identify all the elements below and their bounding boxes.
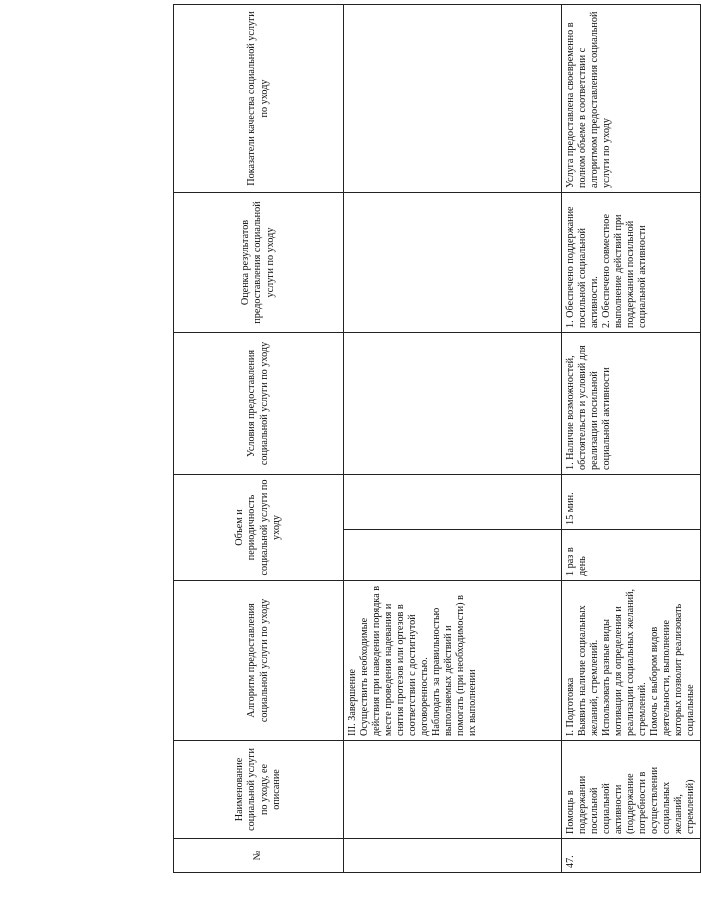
header-volume: Объем и периодичность социальной услуги по уходу (174, 475, 344, 581)
cont-algorithm: III. Завершение Осуществить необходимые действия при наведении порядка в месте проведения надевания и снятия протезов или ортезов в соответствии с достигнутой договоренностью. Наблюдать за правильностью выполняемых действий и помогать (при необходимости) в их выполнении (344, 581, 562, 741)
cont-conditions (344, 333, 562, 475)
table-row-47 (562, 5, 701, 873)
row47-quality: Услуга предоставлена своевременно в полном объеме в соответствии с алгоритмом предоставления социальной услуги по уходу (562, 5, 701, 193)
header-name: Наименование социальной услуги по уходу, ее описание (174, 741, 344, 839)
cont-name (344, 741, 562, 839)
table-header-row (174, 5, 344, 873)
services-table (173, 4, 701, 873)
rotated-page (173, 5, 697, 873)
cont-periodicity (344, 530, 562, 581)
cont-duration (344, 475, 562, 530)
cont-quality (344, 5, 562, 193)
row47-evaluation: 1. Обеспечено поддержание посильной социальной активности. 2. Обеспечено совместное выполнение действий при поддержании посильной социальной активности (562, 193, 701, 333)
row47-name: Помощь в поддержании посильной социальной активности (поддержание потребности в осуществлении социальных желаний, стремлений) (562, 741, 701, 839)
header-quality: Показатели качества социальной услуги по уходу (174, 5, 344, 193)
cont-evaluation (344, 193, 562, 333)
cont-num (344, 839, 562, 873)
header-num: № (174, 839, 344, 873)
row47-duration: 15 мин. (562, 475, 701, 530)
row47-algorithm: I. Подготовка Выявить наличие социальных желаний, стремлений. Использовать разные виды мотивации для определения и реализации социальных желаний, стремлений. Помочь с выбором видов деятельности, выполнение которых позволит реализовать социальные (562, 581, 701, 741)
header-conditions: Условия предоставления социальной услуги по уходу (174, 333, 344, 475)
row47-conditions: 1. Наличие возможностей, обстоятельств и условий для реализации посильной социальной активности (562, 333, 701, 475)
row47-num: 47. (562, 839, 701, 873)
header-evaluation: Оценка результатов предоставления социальной услуги по уходу (174, 193, 344, 333)
header-algorithm: Алгоритм предоставления социальной услуги по уходу (174, 581, 344, 741)
row47-periodicity: 1 раз в день (562, 530, 701, 581)
table-row-continuation (344, 5, 562, 873)
